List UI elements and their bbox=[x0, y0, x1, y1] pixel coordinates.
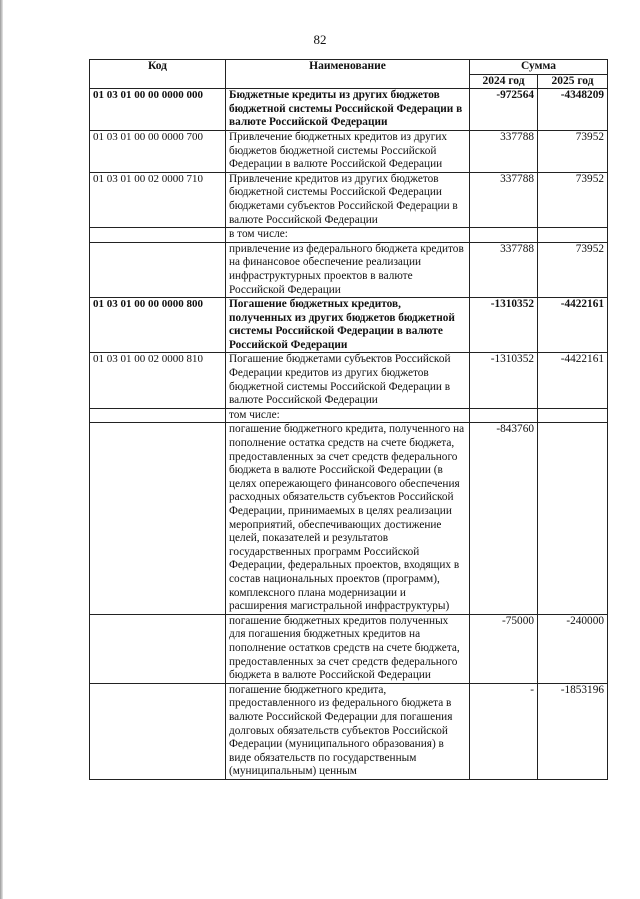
row-value-2024: -75000 bbox=[470, 614, 538, 683]
table-row bbox=[90, 89, 608, 131]
row-value-2024: -1310352 bbox=[470, 298, 538, 353]
row-value-2025: -4348209 bbox=[538, 89, 608, 131]
row-name: в том числе: bbox=[226, 228, 470, 243]
row-value-2025: 73952 bbox=[538, 242, 608, 297]
row-code bbox=[90, 408, 226, 423]
row-value-2025: -240000 bbox=[538, 614, 608, 683]
row-value-2024 bbox=[470, 408, 538, 423]
table-row bbox=[90, 228, 608, 243]
table-row bbox=[90, 408, 608, 423]
table-row bbox=[90, 683, 608, 779]
row-code: 01 03 01 00 00 0000 000 bbox=[90, 89, 226, 131]
row-value-2025: -1853196 bbox=[538, 683, 608, 779]
row-code bbox=[90, 683, 226, 779]
row-value-2025: 73952 bbox=[538, 172, 608, 227]
row-name: погашение бюджетного кредита, предоставленного из федерального бюджета в валюте Российской Федерации для погашения долговых обязательств субъектов Российской Федерации (муниципального образования) в виде обязательств по государственным (муниципальным) ценным bbox=[226, 683, 470, 779]
table-row bbox=[90, 353, 608, 408]
row-value-2025: -4422161 bbox=[538, 298, 608, 353]
row-code bbox=[90, 423, 226, 614]
row-name: Привлечение бюджетных кредитов из других бюджетов бюджетной системы Российской Федерации в валюте Российской Федерации bbox=[226, 130, 470, 172]
row-name: погашение бюджетного кредита, полученного на пополнение остатка средств на счете бюджета, предоставленных за счет средств федерального бюджета в валюте Российской Федерации (в целях опережающего финансового обеспечения расходных обязательств субъектов Российской Федерации, принимаемых в целях реализации мероприятий, обеспечивающих достижение целей, показателей и результатов государственных программ Российской Федерации, федеральных проектов, входящих в состав национальных проектов (программ), комплексного плана модернизации и расширения магистральной инфраструктуры) bbox=[226, 423, 470, 614]
table-row bbox=[90, 130, 608, 172]
row-value-2024 bbox=[470, 228, 538, 243]
row-code: 01 03 01 00 02 0000 710 bbox=[90, 172, 226, 227]
header-year-2024: 2024 год bbox=[470, 74, 538, 89]
row-name: том числе: bbox=[226, 408, 470, 423]
row-name: Привлечение кредитов из других бюджетов бюджетной системы Российской Федерации бюджетами субъектов Российской Федерации в валюте Российской Федерации bbox=[226, 172, 470, 227]
row-value-2024: - bbox=[470, 683, 538, 779]
row-value-2024: -972564 bbox=[470, 89, 538, 131]
row-name: Погашение бюджетных кредитов, полученных из других бюджетов бюджетной системы Российской Федерации в валюте Российской Федерации bbox=[226, 298, 470, 353]
row-value-2024: 337788 bbox=[470, 130, 538, 172]
row-value-2025 bbox=[538, 423, 608, 614]
row-code: 01 03 01 00 02 0000 810 bbox=[90, 353, 226, 408]
row-code bbox=[90, 228, 226, 243]
row-value-2024: 337788 bbox=[470, 242, 538, 297]
header-code: Код bbox=[90, 60, 226, 89]
table-row bbox=[90, 242, 608, 297]
row-value-2025: -4422161 bbox=[538, 353, 608, 408]
row-name: Погашение бюджетами субъектов Российской Федерации кредитов из других бюджетов бюджетной системы Российской Федерации в валюте Российской Федерации bbox=[226, 353, 470, 408]
row-name: погашение бюджетных кредитов полученных для погашения бюджетных кредитов на пополнение остатков средств на счете бюджета, предоставленных за счет средств федерального бюджета в валюте Российской Федерации bbox=[226, 614, 470, 683]
budget-table bbox=[89, 59, 608, 780]
page-number: 82 bbox=[313, 32, 327, 47]
table-row bbox=[90, 298, 608, 353]
row-value-2024: -843760 bbox=[470, 423, 538, 614]
table-row bbox=[90, 423, 608, 614]
row-value-2025 bbox=[538, 408, 608, 423]
row-code: 01 03 01 00 00 0000 700 bbox=[90, 130, 226, 172]
row-value-2025 bbox=[538, 228, 608, 243]
table-row bbox=[90, 172, 608, 227]
row-code bbox=[90, 614, 226, 683]
table-body bbox=[90, 89, 608, 780]
header-sum: Сумма bbox=[470, 60, 608, 75]
row-value-2025: 73952 bbox=[538, 130, 608, 172]
row-code bbox=[90, 242, 226, 297]
row-name: Бюджетные кредиты из других бюджетов бюджетной системы Российской Федерации в валюте Российской Федерации bbox=[226, 89, 470, 131]
table-row bbox=[90, 614, 608, 683]
scan-edge bbox=[0, 0, 3, 899]
row-value-2024: -1310352 bbox=[470, 353, 538, 408]
header-year-2025: 2025 год bbox=[538, 74, 608, 89]
row-name: привлечение из федерального бюджета кредитов на финансовое обеспечение реализации инфраструктурных проектов в валюте Российской Федерации bbox=[226, 242, 470, 297]
row-value-2024: 337788 bbox=[470, 172, 538, 227]
row-code: 01 03 01 00 00 0000 800 bbox=[90, 298, 226, 353]
header-name: Наименование bbox=[226, 60, 470, 89]
